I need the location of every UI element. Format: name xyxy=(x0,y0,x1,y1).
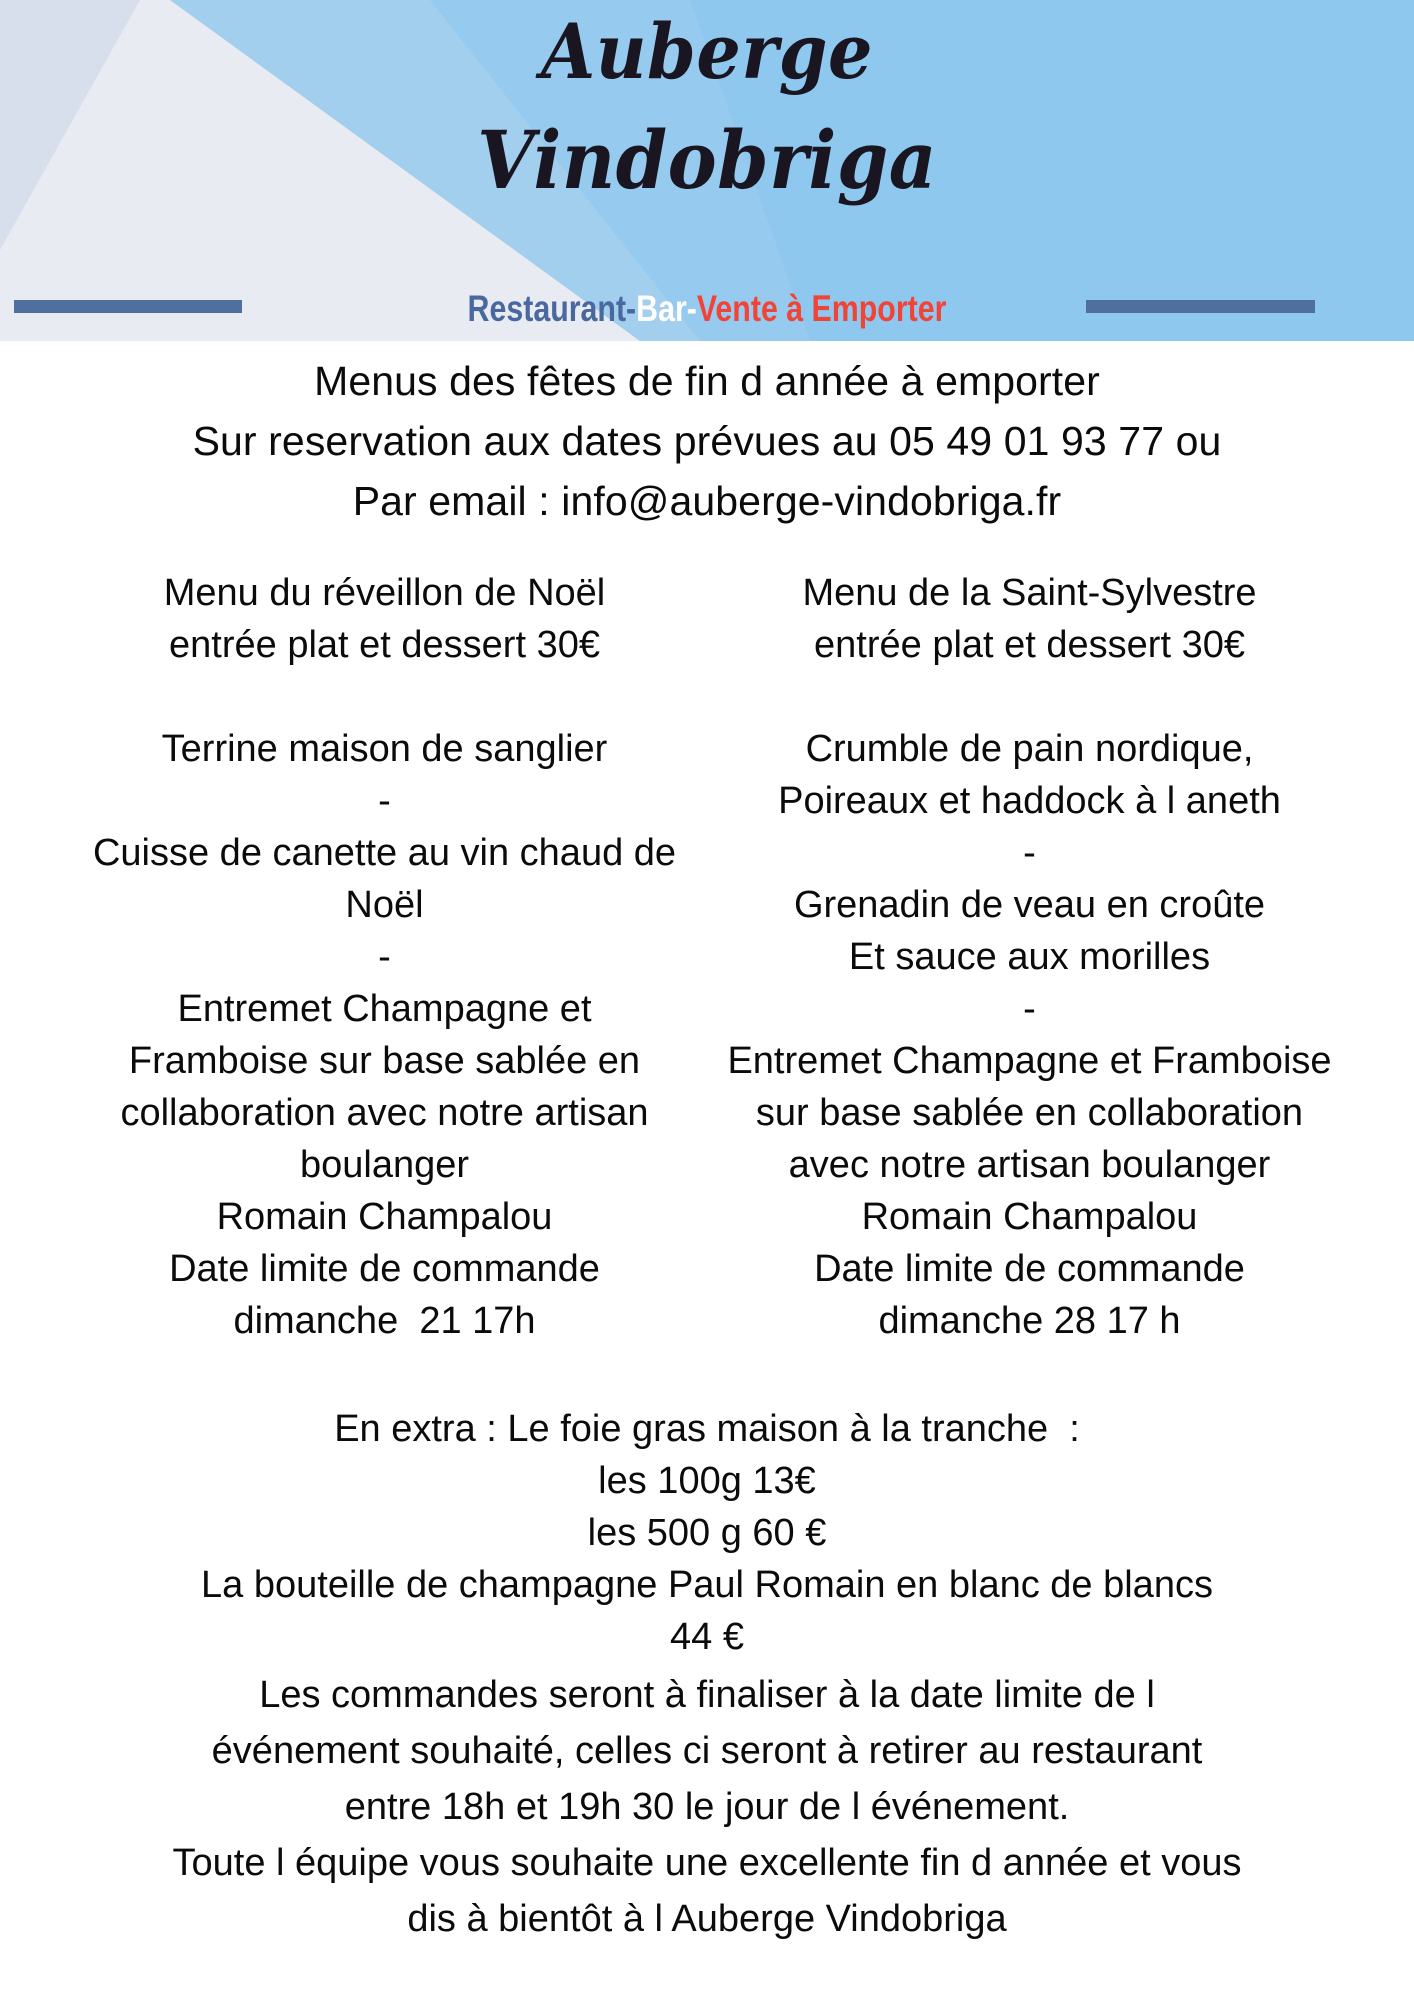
extras-foie-gras-100g: les 100g 13€ xyxy=(598,1460,816,1502)
menu-item-line: Entremet Champagne et Framboise xyxy=(727,1040,1332,1082)
menu-spacer xyxy=(715,671,1344,723)
menu-title: Menu de la Saint-Sylvestre xyxy=(802,572,1257,614)
menu-item-line: avec notre artisan boulanger xyxy=(788,1144,1271,1186)
brand-name-line-2: Vindobriga xyxy=(477,113,937,207)
menu-item-line: Cuisse de canette au vin chaud de xyxy=(92,832,677,874)
menu-column-saint-sylvestre xyxy=(707,567,1344,1347)
menu-separator: - xyxy=(1023,988,1036,1030)
menu-price-line: entrée plat et dessert 30€ xyxy=(169,624,600,666)
menu-baker-name: Romain Champalou xyxy=(861,1196,1198,1238)
menu-separator: - xyxy=(378,780,391,822)
menu-price-line: entrée plat et dessert 30€ xyxy=(814,624,1245,666)
menu-item-line: Framboise sur base sablée en xyxy=(128,1040,641,1082)
closing-line: Les commandes seront à finaliser à la date limite de l xyxy=(259,1674,1155,1716)
closing-block xyxy=(0,1667,1414,1947)
closing-line: Toute l équipe vous souhaite une excellente fin d année et vous xyxy=(172,1842,1242,1884)
tagline-vente-a-emporter: Vente à Emporter xyxy=(696,288,947,329)
extras-foie-gras-500g: les 500 g 60 € xyxy=(587,1512,827,1554)
menu-order-deadline-value: dimanche 28 17 h xyxy=(878,1300,1181,1342)
menu-order-deadline-label: Date limite de commande xyxy=(169,1248,600,1290)
intro-line-2: Sur reservation aux dates prévues au 05 49 01 93 77 ou xyxy=(192,418,1222,464)
closing-line: événement souhaité, celles ci seront à retirer au restaurant xyxy=(211,1730,1203,1772)
menu-item-line: Terrine maison de sanglier xyxy=(161,728,608,770)
menu-separator: - xyxy=(1023,832,1036,874)
intro-block xyxy=(0,341,1414,531)
menu-title: Menu du réveillon de Noël xyxy=(163,572,606,614)
menu-item-line: Et sauce aux morilles xyxy=(848,936,1211,978)
tagline-restaurant: Restaurant- xyxy=(467,288,637,329)
header-banner xyxy=(0,0,1414,341)
menu-item-line: collaboration avec notre artisan xyxy=(120,1092,649,1134)
menu-item-line: Poireaux et haddock à l aneth xyxy=(778,780,1281,822)
menu-item-line: Grenadin de veau en croûte xyxy=(793,884,1266,926)
intro-line-3: Par email : info@auberge-vindobriga.fr xyxy=(352,478,1062,524)
menu-baker-name: Romain Champalou xyxy=(216,1196,553,1238)
menu-item-line: Noël xyxy=(345,884,424,926)
menu-item-line: boulanger xyxy=(299,1144,470,1186)
brand-name-line-1: Auberge xyxy=(541,7,873,96)
menu-order-deadline-label: Date limite de commande xyxy=(814,1248,1245,1290)
menu-columns xyxy=(0,567,1414,1347)
tagline-bar: Bar- xyxy=(636,288,697,329)
closing-line: dis à bientôt à l Auberge Vindobriga xyxy=(407,1898,1007,1940)
extras-heading: En extra : Le foie gras maison à la tranche : xyxy=(334,1408,1080,1450)
extras-block xyxy=(0,1403,1414,1663)
menu-item-line: Entremet Champagne et xyxy=(177,988,592,1030)
menu-order-deadline-value: dimanche 21 17h xyxy=(233,1300,536,1342)
menu-sheet xyxy=(0,341,1414,1947)
extras-champagne-bottle: La bouteille de champagne Paul Romain en blanc de blancs xyxy=(201,1564,1213,1606)
intro-line-1: Menus des fêtes de fin d année à emporter xyxy=(314,358,1100,404)
menu-spacer xyxy=(70,671,699,723)
menu-column-reveillon-noel xyxy=(70,567,707,1347)
banner-tagline xyxy=(127,288,1286,330)
extras-champagne-price: 44 € xyxy=(670,1616,744,1658)
menu-item-line: Crumble de pain nordique, xyxy=(805,728,1254,770)
menu-separator: - xyxy=(378,936,391,978)
closing-line: entre 18h et 19h 30 le jour de l événement. xyxy=(344,1786,1070,1828)
menu-item-line: sur base sablée en collaboration xyxy=(755,1092,1304,1134)
